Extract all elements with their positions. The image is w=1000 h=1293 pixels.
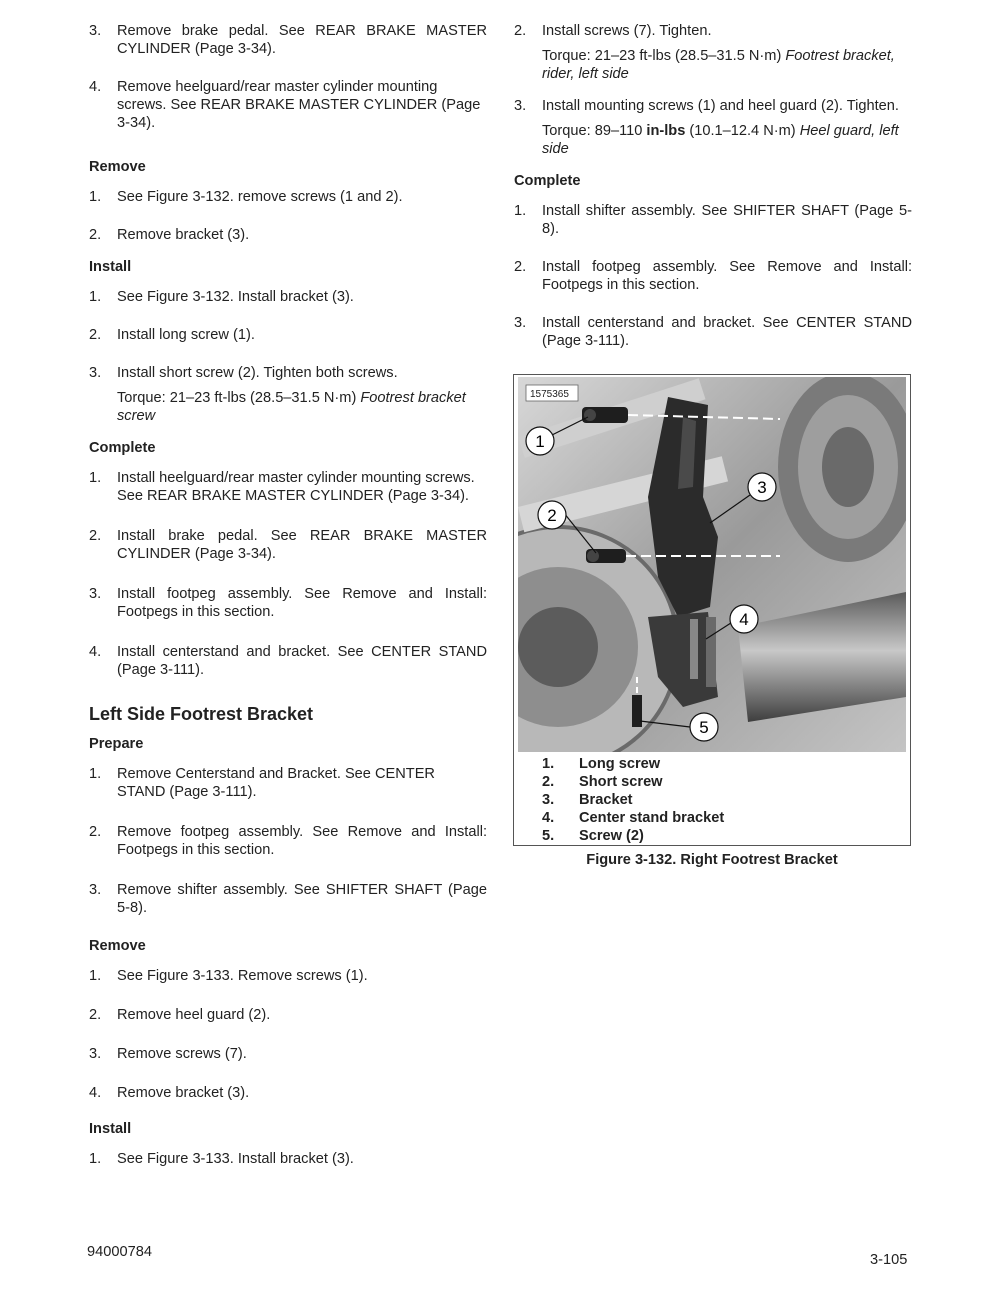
torque-value: Torque: 21–23 ft-lbs (28.5–31.5 N·m) [542, 48, 786, 64]
step-text: See Figure 3-133. Install bracket (3). [117, 1151, 354, 1167]
step-remove-centerstand [89, 765, 487, 801]
step-install-bracket-3 [89, 1150, 487, 1168]
legend-label: Center stand bracket [579, 810, 725, 826]
step-number: 4. [89, 1085, 102, 1101]
step-number: 3. [89, 365, 102, 381]
step-number: 1. [89, 968, 102, 984]
torque-note: Heel guard, left side [542, 123, 899, 157]
torque-unit: in-lbs [646, 123, 686, 139]
step-install-long-screw [89, 326, 487, 344]
legend-label: Screw (2) [579, 828, 644, 844]
step-number: 3. [89, 23, 102, 39]
step-text: See Figure 3-132. Install bracket (3). [117, 289, 354, 305]
legend-label: Bracket [579, 792, 633, 808]
legend-number: 5. [542, 828, 555, 844]
legend-item [542, 809, 724, 827]
step-install-screws-7 [514, 22, 912, 83]
install-heading: Install [89, 259, 132, 275]
legend-item [542, 755, 724, 773]
legend-label: Short screw [579, 774, 663, 790]
step-remove-heel-guard [89, 1006, 487, 1024]
image-id-label: 1575365 [530, 389, 569, 400]
step-number: 3. [514, 315, 527, 331]
step-remove-shifter [89, 881, 487, 917]
step-remove-bracket-3 [89, 1084, 487, 1102]
step-number: 1. [89, 189, 102, 205]
step-text: Install heelguard/rear master cylinder mounting screws. See REAR BRAKE MASTER CYLINDER (Page 3-34). [117, 470, 475, 504]
step-number: 2. [89, 824, 102, 840]
step-number: 1. [89, 766, 102, 782]
step-remove-screws [89, 188, 487, 206]
page-number: 3-105 [870, 1252, 908, 1268]
document-number: 94000784 [87, 1244, 152, 1260]
step-text: Remove screws (7). [117, 1046, 247, 1062]
step-install-shifter [514, 202, 912, 238]
figure-caption: Figure 3-132. Right Footrest Bracket [586, 852, 838, 868]
step-text: Remove bracket (3). [117, 1085, 250, 1101]
step-remove-brake-pedal [89, 22, 487, 58]
step-text: Remove Centerstand and Bracket. See CENTER STAND (Page 3-111). [117, 766, 435, 800]
step-text: Remove heel guard (2). [117, 1007, 271, 1023]
step-install-mounting-screws [514, 97, 912, 158]
step-text: Install long screw (1). [117, 327, 255, 343]
legend-number: 4. [542, 810, 555, 826]
step-number: 3. [89, 586, 102, 602]
step-number: 2. [89, 327, 102, 343]
step-remove-screws-1 [89, 967, 487, 985]
callout-4 [730, 605, 758, 633]
step-text: Remove heelguard/rear master cylinder mounting screws. See REAR BRAKE MASTER CYLINDER (Page 3-34). [117, 79, 481, 131]
torque-note: Footrest bracket screw [117, 390, 466, 424]
step-text: Install footpeg assembly. See Remove and Install: Footpegs in this section. [117, 586, 487, 620]
prepare-heading: Prepare [89, 736, 144, 752]
step-install-footpeg-right [514, 258, 912, 294]
callout-5 [690, 713, 718, 741]
callout-number: 3 [757, 478, 767, 497]
legend-label: Long screw [579, 756, 661, 772]
callout-2 [538, 501, 566, 529]
step-number: 3. [514, 98, 527, 114]
step-text: Install screws (7). Tighten. [542, 23, 712, 39]
step-number: 2. [89, 1007, 102, 1023]
legend-number: 3. [542, 792, 555, 808]
legend-item [542, 791, 724, 809]
step-text: Install mounting screws (1) and heel guard (2). Tighten. [542, 98, 899, 114]
footrest-bracket-photo [518, 377, 906, 752]
step-text: Remove bracket (3). [117, 227, 250, 243]
torque-value: Torque: 21–23 ft-lbs (28.5–31.5 N·m) [117, 390, 361, 406]
step-text: Install brake pedal. See REAR BRAKE MASTER CYLINDER (Page 3-34). [117, 528, 487, 562]
step-text: Remove brake pedal. See REAR BRAKE MASTER CYLINDER (Page 3-34). [117, 23, 487, 57]
callout-3 [748, 473, 776, 501]
step-install-centerstand [89, 643, 487, 679]
remove-heading: Remove [89, 159, 146, 175]
step-number: 1. [89, 470, 102, 486]
callout-number: 5 [699, 718, 709, 737]
torque-value: Torque: 89–110 [542, 123, 647, 139]
step-number: 2. [514, 259, 527, 275]
callout-number: 2 [547, 506, 557, 525]
install-heading-2: Install [89, 1121, 132, 1137]
step-text: Install centerstand and bracket. See CENTER STAND (Page 3-111). [117, 644, 487, 678]
torque-metric: (10.1–12.4 N·m) [685, 123, 800, 139]
step-number: 1. [89, 289, 102, 305]
step-install-heelguard [89, 469, 487, 505]
torque-spec [542, 122, 912, 158]
step-text: Install footpeg assembly. See Remove and Install: Footpegs in this section. [542, 259, 912, 293]
remove-heading-2: Remove [89, 938, 146, 954]
callout-number: 1 [535, 432, 545, 451]
step-number: 2. [89, 227, 102, 243]
step-remove-screws-7 [89, 1045, 487, 1063]
step-number: 3. [89, 1046, 102, 1062]
step-install-brake-pedal [89, 527, 487, 563]
step-number: 4. [89, 79, 102, 95]
step-text: Remove footpeg assembly. See Remove and Install: Footpegs in this section. [117, 824, 487, 858]
torque-note: Footrest bracket, rider, left side [542, 48, 895, 82]
step-install-short-screw [89, 364, 487, 425]
step-install-footpeg [89, 585, 487, 621]
complete-heading-right: Complete [514, 173, 581, 189]
step-text: See Figure 3-132. remove screws (1 and 2). [117, 189, 403, 205]
step-text: Install short screw (2). Tighten both screws. [117, 365, 398, 381]
torque-spec [542, 47, 912, 83]
figure-legend [542, 755, 724, 845]
step-number: 4. [89, 644, 102, 660]
step-install-bracket [89, 288, 487, 306]
figure-3-132 [513, 374, 911, 846]
legend-item [542, 773, 724, 791]
step-text: See Figure 3-133. Remove screws (1). [117, 968, 368, 984]
step-number: 1. [89, 1151, 102, 1167]
step-text: Remove shifter assembly. See SHIFTER SHAFT (Page 5-8). [117, 882, 487, 916]
callout-1 [526, 427, 554, 455]
step-text: Install centerstand and bracket. See CENTER STAND (Page 3-111). [542, 315, 912, 349]
step-install-centerstand-right [514, 314, 912, 350]
step-number: 1. [514, 203, 527, 219]
complete-heading: Complete [89, 440, 156, 456]
callout-number: 4 [739, 610, 749, 629]
step-number: 2. [89, 528, 102, 544]
step-number: 2. [514, 23, 527, 39]
section-title: Left Side Footrest Bracket [89, 704, 314, 724]
right-column [514, 22, 912, 370]
legend-number: 2. [542, 774, 555, 790]
step-remove-heelguard [89, 78, 487, 132]
step-text: Install shifter assembly. See SHIFTER SHAFT (Page 5-8). [542, 203, 912, 237]
legend-number: 1. [542, 756, 555, 772]
left-column [89, 22, 487, 1188]
torque-spec [117, 389, 487, 425]
step-remove-bracket [89, 226, 487, 244]
step-remove-footpeg [89, 823, 487, 859]
step-number: 3. [89, 882, 102, 898]
legend-item [542, 827, 724, 845]
